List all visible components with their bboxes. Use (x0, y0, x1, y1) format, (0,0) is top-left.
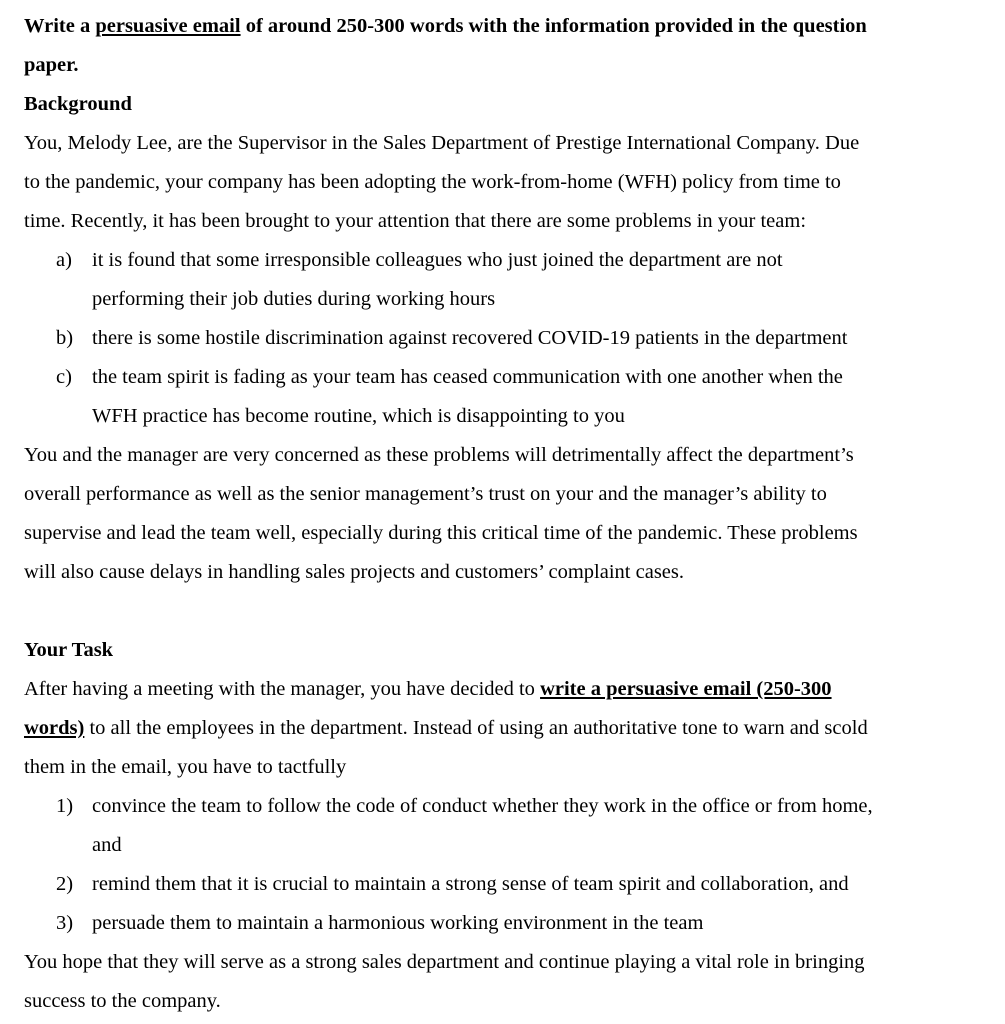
list-marker: c) (56, 366, 72, 388)
background-intro-line: to the pandemic, your company has been adopting the work-from-home (WFH) policy from time to (24, 171, 841, 193)
list-marker: 1) (56, 795, 74, 817)
background-intro-line: time. Recently, it has been brought to your attention that there are some problems in your team: (24, 210, 807, 232)
list-marker: 2) (56, 873, 74, 895)
closing-line: success to the company. (24, 990, 221, 1012)
list-marker: 3) (56, 912, 74, 934)
instruction-line-1 (24, 7, 965, 46)
task-step-line: persuade them to maintain a harmonious working environment in the team (92, 912, 704, 934)
task-step-3 (24, 904, 965, 943)
task-step-line: convince the team to follow the code of conduct whether they work in the office or from home, (92, 795, 873, 817)
problem-line: it is found that some irresponsible colleagues who just joined the department are not (92, 249, 783, 271)
task-line-1-prefix: After having a meeting with the manager, you have decided to (24, 678, 541, 700)
task-step-line: remind them that it is crucial to maintain a strong sense of team spirit and collaboration, and (92, 873, 849, 895)
task-line-1 (24, 670, 965, 709)
closing-line: You hope that they will serve as a strong sales department and continue playing a vital role in bringing (24, 951, 865, 973)
task-step-line: and (92, 834, 122, 856)
instruction-emphasis: persuasive email (95, 15, 241, 37)
concern-line: You and the manager are very concerned as these problems will detrimentally affect the department’s (24, 444, 854, 466)
list-marker: a) (56, 249, 72, 271)
list-marker: b) (56, 327, 74, 349)
task-line-2-suffix: to all the employees in the department. Instead of using an authoritative tone to warn and scold (84, 717, 868, 739)
problem-item-b (24, 319, 965, 358)
section-spacer (24, 592, 965, 631)
task-line-3: them in the email, you have to tactfully (24, 756, 347, 778)
instruction-suffix: of around 250-300 words with the information provided in the question (240, 15, 867, 37)
problem-item-c (24, 358, 965, 436)
instruction-prefix: Write a (24, 15, 96, 37)
concern-line: supervise and lead the team well, especially during this critical time of the pandemic. These problems (24, 522, 858, 544)
task-emphasis-continued: words) (24, 717, 85, 739)
task-emphasis: write a persuasive email (250-300 (540, 678, 832, 700)
instruction-line-2: paper. (24, 54, 79, 76)
task-step-2 (24, 865, 965, 904)
task-step-1 (24, 787, 965, 865)
problem-line: WFH practice has become routine, which is disappointing to you (92, 405, 625, 427)
task-line-2 (24, 709, 965, 748)
problem-item-a (24, 241, 965, 319)
problem-line: there is some hostile discrimination against recovered COVID-19 patients in the department (92, 327, 848, 349)
concern-line: overall performance as well as the senior management’s trust on your and the manager’s ability to (24, 483, 827, 505)
task-heading: Your Task (24, 639, 114, 661)
problem-line: performing their job duties during working hours (92, 288, 496, 310)
problem-line: the team spirit is fading as your team has ceased communication with one another when the (92, 366, 843, 388)
concern-line: will also cause delays in handling sales projects and customers’ complaint cases. (24, 561, 684, 583)
background-heading: Background (24, 93, 132, 115)
background-intro-line: You, Melody Lee, are the Supervisor in the Sales Department of Prestige International Company. Due (24, 132, 860, 154)
